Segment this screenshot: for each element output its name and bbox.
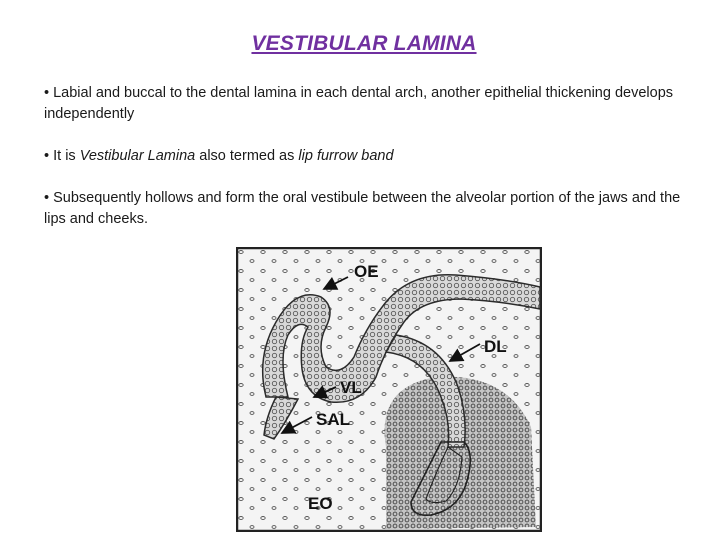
figure-label-eo: EO	[308, 494, 333, 513]
bullet-symbol: •	[44, 85, 50, 101]
slide-title: VESTIBULAR LAMINA	[251, 32, 477, 55]
histology-figure	[236, 247, 542, 532]
figure-label-dl: DL	[484, 337, 507, 356]
bullet-text: Labial and buccal to the dental lamina in each dental arch, another epithelial thickening develops independently	[44, 85, 674, 122]
bullet-paragraph-1	[44, 83, 684, 125]
bullet-symbol: •	[44, 148, 50, 164]
emphasis-lip-furrow-band: lip furrow band	[298, 148, 394, 164]
figure-label-sal: SAL	[316, 410, 350, 429]
histology-drawing	[236, 247, 542, 532]
bullet-symbol: •	[44, 190, 50, 206]
figure-label-oe: OE	[354, 262, 379, 281]
bullet-paragraph-3	[44, 188, 684, 230]
figure-label-vl: VL	[340, 378, 362, 397]
bullet-text-middle: also termed as	[195, 148, 299, 164]
emphasis-vestibular-lamina: Vestibular Lamina	[79, 148, 196, 164]
bullet-text: Subsequently hollows and form the oral vestibule between the alveolar portion of the jaws and the lips and cheeks.	[44, 190, 681, 227]
bullet-text-prefix: It is	[49, 148, 80, 164]
slide-body	[44, 83, 684, 251]
bullet-paragraph-2	[44, 146, 684, 167]
